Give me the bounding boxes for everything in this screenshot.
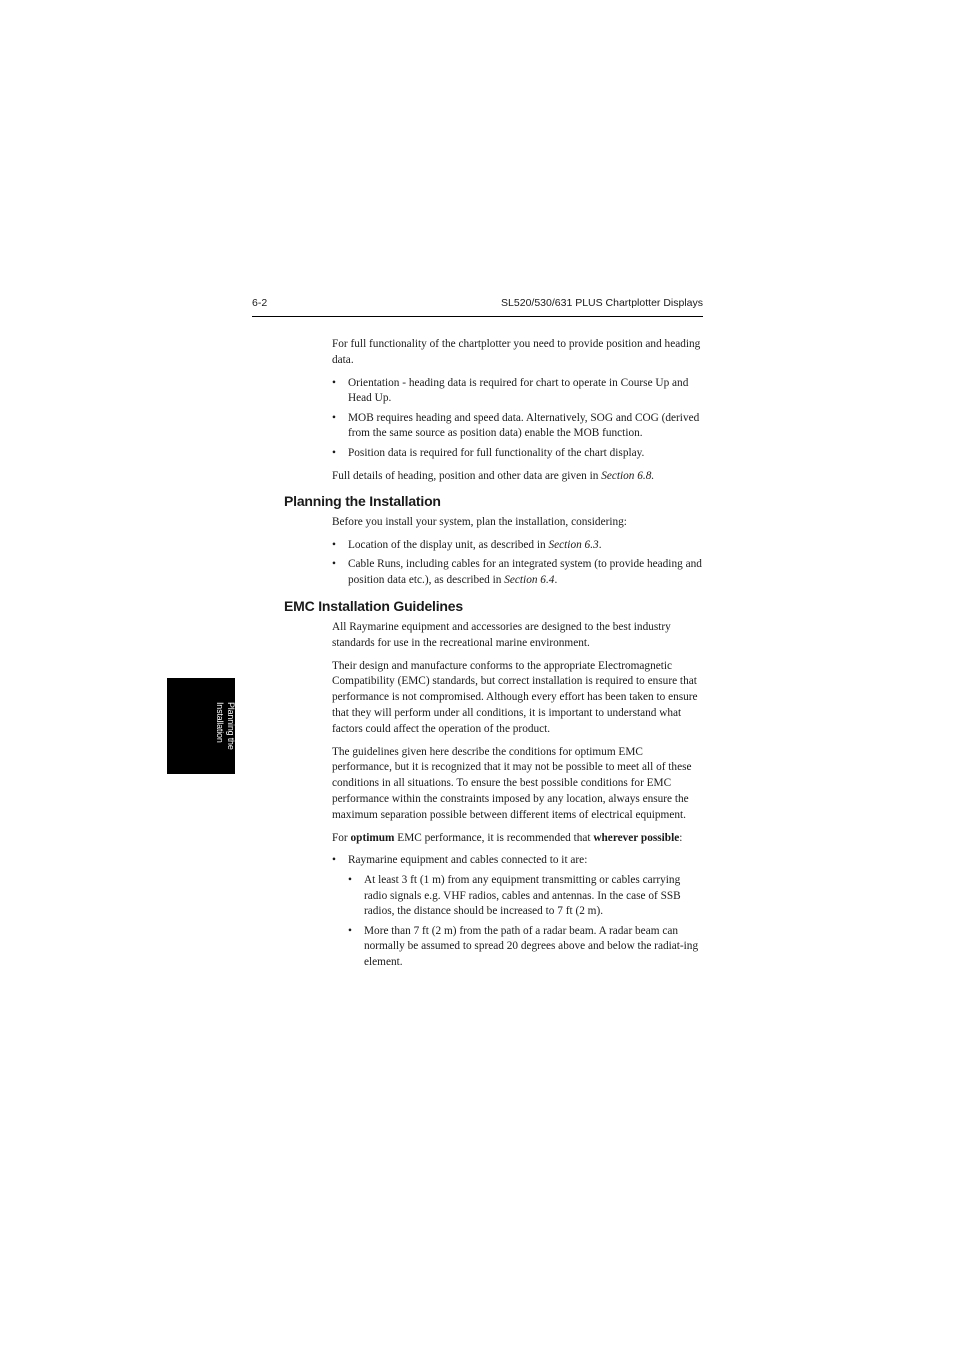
list-item-text: Cable Runs, including cables for an integrated system (to provide heading and position data etc.), as described in: [348, 558, 702, 587]
emc-paragraph-4: [332, 831, 704, 847]
emc-p4-bold-optimum: optimum: [350, 831, 395, 844]
list-item: • More than 7 ft (2 m) from the path of a radar beam. A radar beam can normally be assumed to spread 20 degrees above and below the radiat-ing element.: [348, 924, 704, 971]
intro-bullet-list: [332, 376, 704, 462]
list-item-end: .: [598, 539, 602, 552]
emc-p4-text: EMC performance, it is recommended that: [394, 831, 594, 844]
section-reference: Section 6.8.: [601, 469, 655, 482]
list-item: [332, 538, 704, 554]
section-reference: Section 6.4: [504, 574, 555, 587]
list-item-text: Raymarine equipment and cables connected to it are:: [348, 854, 588, 867]
section-reference: Section 6.3: [548, 539, 599, 552]
intro-details-paragraph: [332, 469, 704, 485]
emc-p4-text: For: [332, 831, 351, 844]
page-number: 6-2: [252, 297, 268, 309]
chapter-tab-line1: Planning the: [226, 702, 236, 750]
list-item: • At least 3 ft (1 m) from any equipment transmitting or cables carrying radio signals e.g. VHF radios, cables and antennas. In the case of SSB radios, the distance should be increased to 7 ft (2 m).: [348, 873, 704, 920]
list-item: [332, 557, 704, 589]
list-item: • MOB requires heading and speed data. Alternatively, SOG and COG (derived from the same source as position data) enable the MOB function.: [332, 411, 704, 443]
list-item-end: .: [554, 574, 558, 587]
list-item: • Position data is required for full functionality of the chart display.: [332, 446, 704, 462]
page-content: [284, 337, 704, 975]
page-header: [252, 297, 703, 317]
emc-bullet-list: [332, 853, 704, 971]
planning-paragraph: Before you install your system, plan the installation, considering:: [332, 516, 627, 529]
emc-paragraph-2: Their design and manufacture conforms to the appropriate Electromagnetic Compatibility (EMC) standards, but correct installation is required to ensure that performance is not compromised. Although every effort has been taken to ensure that they will perform under all conditions, it is important to understand what factors could affect the operation of the product.: [332, 659, 698, 735]
list-item-text: Location of the display unit, as described in: [348, 539, 549, 552]
intro-details-text: Full details of heading, position and other data are given in: [332, 469, 602, 482]
intro-paragraph: For full functionality of the chartplotter you need to provide position and heading data.: [332, 338, 701, 366]
emc-sub-bullet-list: [348, 873, 704, 971]
section-heading-emc: EMC Installation Guidelines: [284, 598, 463, 615]
running-title: SL520/530/631 PLUS Chartplotter Displays: [501, 297, 703, 309]
planning-bullet-list: [332, 538, 704, 589]
emc-paragraph-3: The guidelines given here describe the conditions for optimum EMC performance, but it is recognized that it may not be possible to meet all of these conditions in all situations. To ensure the best possible conditions for EMC performance within the constraints imposed by any location, always ensure the maximum separation possible between different items of electrical equipment.: [332, 745, 692, 821]
chapter-tab: [167, 678, 235, 774]
emc-p4-bold-wherever: wherever possible: [593, 831, 680, 844]
emc-p4-text: :: [679, 831, 683, 844]
emc-paragraph-1: All Raymarine equipment and accessories are designed to the best industry standards for use in the recreational marine environment.: [332, 621, 671, 649]
chapter-tab-label: [214, 702, 236, 794]
chapter-tab-line2: Installation: [215, 702, 225, 743]
list-item: [332, 853, 704, 971]
list-item: • Orientation - heading data is required for chart to operate in Course Up and Head Up.: [332, 376, 704, 408]
section-heading-planning: Planning the Installation: [284, 493, 441, 510]
